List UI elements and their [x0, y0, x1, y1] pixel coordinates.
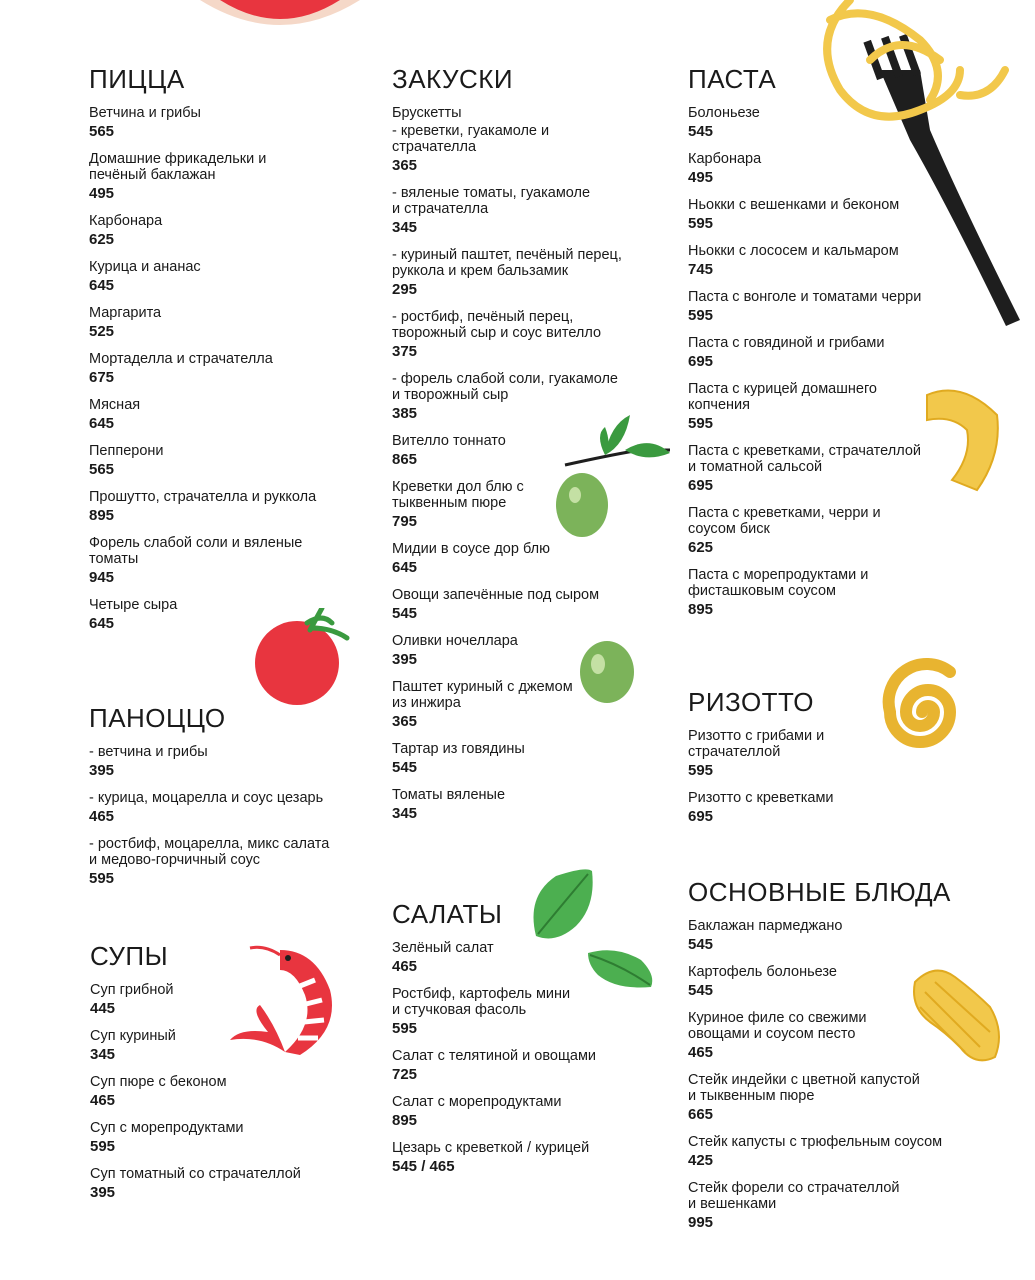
menu-item-price: 695: [688, 477, 714, 494]
menu-item: [89, 535, 369, 588]
menu-item-name: Вителло тоннато: [392, 433, 506, 449]
menu-item-name: Томаты вяленые: [392, 787, 506, 803]
menu-item-price: 625: [688, 539, 714, 556]
menu-item-name: Карбонара: [688, 151, 762, 167]
section-title: ПИЦЦА: [89, 64, 185, 94]
spiral-pasta-icon: [878, 652, 978, 762]
menu-item-name: Болоньезе: [688, 105, 760, 121]
menu-item-name: Стейк индейки с цветной капустой и тыквенным пюре: [688, 1072, 920, 1104]
menu-item-price: 295: [392, 281, 418, 298]
section-title: ПАСТА: [688, 64, 777, 94]
menu-item: [688, 289, 948, 326]
menu-item-name: - форель слабой соли, гуакамоле и творожный сыр: [392, 371, 618, 403]
menu-item: [89, 259, 369, 296]
menu-item-price: 425: [688, 1152, 714, 1169]
menu-item: [392, 433, 662, 470]
section-title: СУПЫ: [90, 941, 169, 971]
menu-item-name: Зелёный салат: [392, 940, 494, 956]
menu-item-price: 675: [89, 369, 115, 386]
menu-item-name: - куриный паштет, печёный перец, руккола и крем бальзамик: [392, 247, 622, 279]
section-mains: [688, 878, 988, 1242]
menu-item: [90, 1166, 350, 1203]
menu-item-price: 645: [392, 559, 418, 576]
panozzo-list: [89, 744, 379, 889]
menu-item-price: 375: [392, 343, 418, 360]
menu-item-price: 645: [89, 615, 115, 632]
menu-item-name: - ростбиф, печёный перец, творожный сыр и соус вителло: [392, 309, 602, 341]
menu-item-name: - курица, моцарелла и соус цезарь: [89, 790, 324, 806]
menu-item: [688, 443, 948, 496]
menu-item: [89, 489, 369, 526]
menu-item-name: Суп с морепродуктами: [90, 1120, 244, 1136]
menu-item-name: Салат с телятиной и овощами: [392, 1048, 597, 1064]
section-pizza: [89, 65, 369, 643]
menu-item: [392, 247, 662, 300]
menu-item: [392, 787, 662, 824]
menu-item-name: Тартар из говядины: [392, 741, 525, 757]
menu-item-name: Паста с морепродуктами и фисташковым соусом: [688, 567, 869, 599]
menu-item-name: - ростбиф, моцарелла, микс салата и медово-горчичный соус: [89, 836, 330, 868]
menu-item-price: 725: [392, 1066, 418, 1083]
menu-item-name: Домашние фрикадельки и печёный баклажан: [89, 151, 267, 183]
menu-item: [89, 105, 369, 142]
section-title: ОСНОВНЫЕ БЛЮДА: [688, 877, 951, 907]
menu-item-name: - вяленые томаты, гуакамоле и страчателла: [392, 185, 591, 217]
menu-item: [688, 567, 948, 620]
menu-item-price: 565: [89, 123, 115, 140]
salads-list: [392, 940, 642, 1177]
menu-item-name: Паста с вонголе и томатами черри: [688, 289, 922, 305]
menu-item-price: 345: [392, 805, 418, 822]
soups-list: [90, 982, 350, 1203]
menu-item-name: Пепперони: [89, 443, 164, 459]
menu-item-name: Паста с говядиной и грибами: [688, 335, 885, 351]
menu-item-name: Суп томатный со страчателлой: [90, 1166, 301, 1182]
menu-item: [688, 243, 948, 280]
menu-item-price: 695: [688, 353, 714, 370]
menu-item: [392, 309, 662, 362]
menu-item-price: 395: [90, 1184, 116, 1201]
section-soups: [90, 942, 350, 1212]
menu-item-price: 495: [688, 169, 714, 186]
menu-item-name: Ризотто с креветками: [688, 790, 834, 806]
menu-item: [688, 381, 948, 434]
menu-item-price: 345: [90, 1046, 116, 1063]
menu-item-name: Овощи запечённые под сыром: [392, 587, 600, 603]
menu-item-price: 365: [392, 157, 418, 174]
menu-item-price: 595: [90, 1138, 116, 1155]
menu-item-name: Стейк форели со страчателлой и вешенками: [688, 1180, 900, 1212]
menu-item-price: 595: [688, 215, 714, 232]
menu-item: [89, 443, 369, 480]
menu-item-name: - ветчина и грибы: [89, 744, 208, 760]
menu-item-price: 385: [392, 405, 418, 422]
menu-item-price: 995: [688, 1214, 714, 1231]
menu-item-name: Суп куриный: [90, 1028, 176, 1044]
menu-item: [89, 151, 369, 204]
menu-item-price: 465: [89, 808, 115, 825]
menu-item: [392, 1048, 642, 1085]
menu-item-price: 345: [392, 219, 418, 236]
menu-item-price: 545: [392, 605, 418, 622]
menu-item-price: 645: [89, 277, 115, 294]
menu-item: [90, 1074, 350, 1111]
menu-item: [392, 1140, 642, 1177]
section-snacks: [392, 65, 662, 833]
menu-item: [688, 105, 948, 142]
menu-item-name: Мидии в соусе дор блю: [392, 541, 550, 557]
mains-list: [688, 918, 988, 1233]
menu-item-price: 495: [89, 185, 115, 202]
menu-item-price: 365: [392, 713, 418, 730]
menu-item: [688, 1134, 988, 1171]
menu-item-name: Ньокки с вешенками и беконом: [688, 197, 900, 213]
menu-item: [392, 123, 662, 176]
menu-item: [90, 1120, 350, 1157]
menu-item-price: 465: [392, 958, 418, 975]
pasta-list: [688, 105, 948, 620]
menu-item: [688, 964, 988, 1001]
menu-item: [89, 836, 379, 889]
menu-item-price: 695: [688, 808, 714, 825]
menu-item-price: 895: [688, 601, 714, 618]
menu-item-price: 545: [688, 936, 714, 953]
menu-item-price: 395: [392, 651, 418, 668]
section-title: ПАНОЦЦО: [89, 703, 226, 733]
menu-item-price: 395: [89, 762, 115, 779]
menu-item: [392, 479, 662, 532]
menu-item: [688, 1180, 988, 1233]
menu-item-price: 625: [89, 231, 115, 248]
menu-item: [688, 1072, 988, 1125]
menu-item: [688, 1010, 988, 1063]
menu-item-name: Оливки ночеллара: [392, 633, 518, 649]
section-salads: [392, 900, 642, 1186]
menu-item-name: Маргарита: [89, 305, 162, 321]
menu-item: [688, 918, 988, 955]
menu-item: [89, 790, 379, 827]
menu-item: [89, 397, 369, 434]
menu-item-price: 945: [89, 569, 115, 586]
section-title: ЗАКУСКИ: [392, 64, 514, 94]
menu-item-name: Куриное филе со свежими овощами и соусом песто: [688, 1010, 867, 1042]
menu-item: [392, 679, 662, 732]
risotto-list: [688, 728, 888, 827]
menu-item-name: Стейк капусты с трюфельным соусом: [688, 1134, 943, 1150]
bruschetta-label: Брускетты: [392, 105, 462, 121]
menu-item-price: 595: [688, 762, 714, 779]
menu-item-price: 595: [688, 415, 714, 432]
menu-item-price: 595: [392, 1020, 418, 1037]
menu-item: [688, 151, 948, 188]
menu-item-name: - креветки, гуакамоле и страчателла: [392, 123, 550, 155]
menu-item: [392, 986, 642, 1039]
menu-item: [89, 351, 369, 388]
menu-item-name: Баклажан пармеджано: [688, 918, 843, 934]
menu-item: [90, 982, 350, 1019]
menu-item: [392, 940, 642, 977]
menu-item: [688, 505, 948, 558]
menu-item-price: 545: [688, 982, 714, 999]
menu-item-price: 545: [688, 123, 714, 140]
menu-item-price: 595: [89, 870, 115, 887]
menu-item-name: Картофель болоньезе: [688, 964, 837, 980]
menu-item-name: Четыре сыра: [89, 597, 178, 613]
section-panozzo: [89, 704, 379, 898]
menu-item-name: Курица и ананас: [89, 259, 201, 275]
menu-item: [688, 790, 888, 827]
menu-item-name: Паштет куриный с джемом из инжира: [392, 679, 573, 711]
section-title: САЛАТЫ: [392, 899, 503, 929]
menu-item-price: 895: [89, 507, 115, 524]
menu-item-name: Креветки дол блю с тыквенным пюре: [392, 479, 524, 511]
menu-item-price: 565: [89, 461, 115, 478]
menu-item: [392, 1094, 642, 1131]
menu-item-price: 465: [688, 1044, 714, 1061]
menu-item: [89, 213, 369, 250]
menu-item: [392, 633, 662, 670]
menu-item-name: Карбонара: [89, 213, 163, 229]
pizza-list: [89, 105, 369, 634]
menu-item: [688, 335, 948, 372]
menu-item-name: Ризотто с грибами и страчателлой: [688, 728, 825, 760]
snacks-list: [392, 123, 662, 824]
menu-item-price: 665: [688, 1106, 714, 1123]
menu-item: [392, 741, 662, 778]
menu-item-name: Цезарь с креветкой / курицей: [392, 1140, 590, 1156]
pizza-slice-icon: [200, 0, 360, 30]
menu-item: [392, 587, 662, 624]
menu-item-name: Форель слабой соли и вяленые томаты: [89, 535, 303, 567]
menu-item-name: Ньокки с лососем и кальмаром: [688, 243, 899, 259]
menu-item-name: Паста с креветками, страчателлой и томатной сальсой: [688, 443, 921, 475]
menu-item-price: 525: [89, 323, 115, 340]
menu-item: [89, 305, 369, 342]
menu-item: [392, 371, 662, 424]
menu-item-price: 545 / 465: [392, 1158, 455, 1175]
menu-item-name: Ростбиф, картофель мини и стучковая фасоль: [392, 986, 571, 1018]
menu-item: [89, 744, 379, 781]
menu-item-price: 745: [688, 261, 714, 278]
menu-item-name: Мясная: [89, 397, 141, 413]
menu-item: [90, 1028, 350, 1065]
menu-item-price: 595: [688, 307, 714, 324]
menu-item-name: Суп грибной: [90, 982, 174, 998]
menu-item-name: Прошутто, страчателла и руккола: [89, 489, 317, 505]
menu-item-name: Мортаделла и страчателла: [89, 351, 273, 367]
menu-item: [688, 197, 948, 234]
menu-item-name: Ветчина и грибы: [89, 105, 201, 121]
section-risotto: [688, 688, 888, 836]
menu-item-price: 465: [90, 1092, 116, 1109]
menu-item-price: 645: [89, 415, 115, 432]
menu-item-name: Паста с курицей домашнего копчения: [688, 381, 877, 413]
section-title: РИЗОТТО: [688, 687, 814, 717]
menu-item-name: Суп пюре с беконом: [90, 1074, 227, 1090]
menu-item: [392, 185, 662, 238]
menu-item-price: 895: [392, 1112, 418, 1129]
menu-item-name: Паста с креветками, черри и соусом биск: [688, 505, 881, 537]
menu-item-price: 445: [90, 1000, 116, 1017]
menu-item-price: 865: [392, 451, 418, 468]
menu-item-name: Салат с морепродуктами: [392, 1094, 562, 1110]
menu-item: [392, 541, 662, 578]
menu-item: [688, 728, 888, 781]
section-pasta: [688, 65, 948, 629]
menu-item-price: 795: [392, 513, 418, 530]
menu-item: [89, 597, 369, 634]
menu-item-price: 545: [392, 759, 418, 776]
